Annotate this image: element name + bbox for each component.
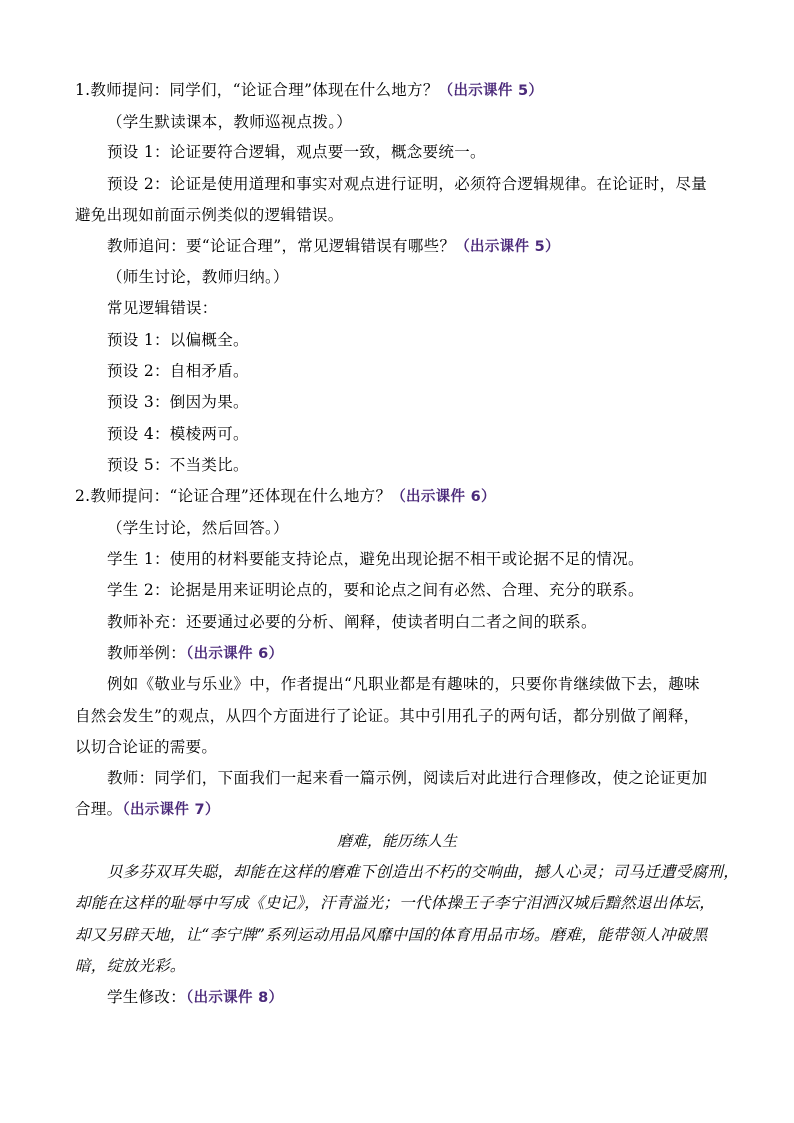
error-item: 预设 4：模棱两可。	[107, 425, 249, 443]
question-1-note: （学生默读课本，教师巡视点拨。）	[107, 113, 353, 131]
question-1-text: 1.教师提问：同学们，“论证合理”体现在什么地方？	[75, 81, 439, 99]
error-item: 预设 3：倒因为果。	[107, 393, 249, 411]
sample-line-4: 暗，绽放光彩。	[75, 957, 186, 975]
error-item: 预设 2：自相矛盾。	[107, 362, 249, 380]
teacher-intro-text: 合理。	[75, 800, 123, 818]
sample-line-1: 贝多芬双耳失聪，却能在这样的磨难下创造出不朽的交响曲，撼人心灵；司马迁遭受腐刑，	[107, 863, 740, 881]
followup-note: （师生讨论，教师归纳。）	[107, 268, 289, 286]
student-1-answer: 学生 1：使用的材料要能支持论点，避免出现论据不相干或论据不足的情况。	[107, 550, 644, 568]
error-item: 预设 5：不当类比。	[107, 456, 249, 474]
sample-line-3: 却又另辟天地，让“李宁牌”系列运动用品风靡中国的体育用品市场。磨难，能带领人冲破黑	[75, 926, 708, 944]
preset-2-line-2: 避免出现如前面示例类似的逻辑错误。	[75, 206, 344, 224]
teacher-intro-line-2	[75, 799, 725, 820]
followup-question	[107, 236, 757, 257]
question-2-note: （学生讨论，然后回答。）	[107, 519, 289, 537]
preset-1: 预设 1：论证要符合逻辑，观点要一致，概念要统一。	[107, 143, 486, 161]
example-line-2: 自然会发生”的观点，从四个方面进行了论证。其中引用孔子的两句话，都分别做了阐释，	[75, 707, 700, 725]
revise-label: 学生修改：	[107, 988, 187, 1006]
example-line-3: 以切合论证的需要。	[75, 738, 218, 756]
slide-tag-8: （出示课件 8）	[186, 990, 284, 1006]
example-line-1: 例如《敬业与乐业》中，作者提出“凡职业都是有趣味的，只要你肯继续做下去，趣味	[107, 675, 700, 693]
slide-tag-5: （出示课件 5）	[438, 83, 544, 99]
question-2-text: 2.教师提问：“论证合理”还体现在什么地方？	[75, 487, 392, 505]
slide-tag-6: （出示课件 6）	[391, 489, 496, 505]
slide-tag-6b: （出示课件 6）	[186, 646, 284, 662]
errors-heading: 常见逻辑错误：	[107, 299, 218, 317]
preset-2-line-1: 预设 2：论证是使用道理和事实对观点进行证明，必须符合逻辑规律。在论证时，尽量	[107, 175, 707, 193]
sample-line-2: 却能在这样的耻辱中写成《史记》，汗青溢光；一代体操王子李宁泪洒汉城后黯然退出体坛，	[75, 894, 716, 912]
slide-tag-7: （出示课件 7）	[122, 802, 220, 818]
student-revision	[107, 987, 757, 1008]
slide-tag-5b: （出示课件 5）	[455, 239, 560, 255]
student-2-answer: 学生 2：论据是用来证明论点的，要和论点之间有必然、合理、充分的联系。	[107, 581, 644, 599]
teacher-example	[107, 643, 757, 664]
example-label: 教师举例：	[107, 644, 187, 662]
sample-essay-title: 磨难，能历练人生	[336, 832, 457, 850]
teacher-intro-line-1: 教师：同学们，下面我们一起来看一篇示例，阅读后对此进行合理修改，使之论证更加	[107, 769, 708, 787]
question-2	[75, 486, 725, 507]
question-1	[75, 80, 725, 101]
followup-text: 教师追问：要“论证合理”，常见逻辑错误有哪些？	[107, 237, 456, 255]
error-item: 预设 1：以偏概全。	[107, 331, 249, 349]
teacher-supplement: 教师补充：还要通过必要的分析、阐释，使读者明白二者之间的联系。	[107, 613, 597, 631]
